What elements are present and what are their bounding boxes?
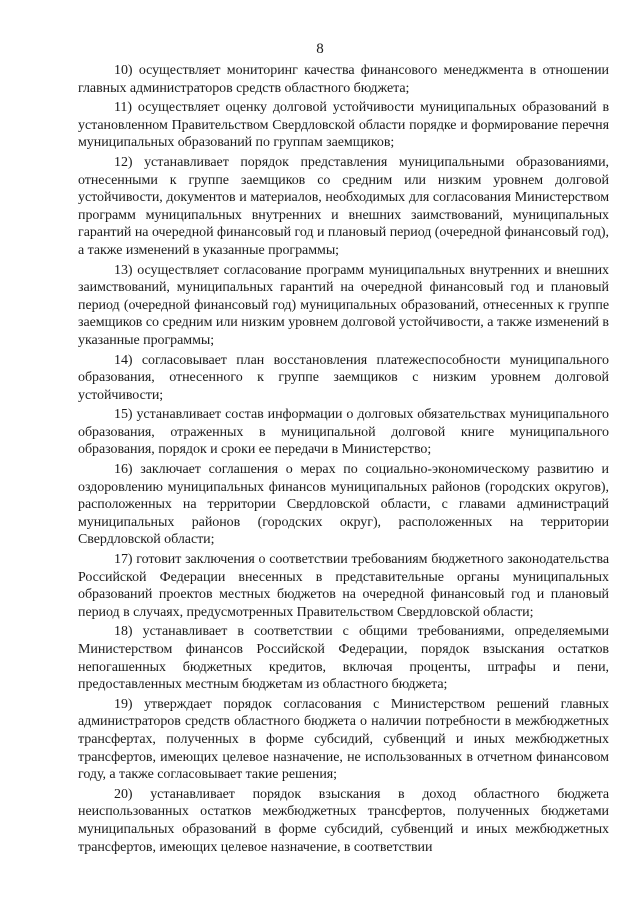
paragraph-item-18: 18) устанавливает в соответствии с общими требованиями, определяемыми Министерством финансов Российской Федерации, порядок взыскания остатков непогашенных бюджетных кредитов, включая проценты, штрафы и пени, предоставленных местным бюджетам из областного бюджета;: [78, 624, 609, 693]
paragraph-item-11: 11) осуществляет оценку долговой устойчивости муниципальных образований в установленном Правительством Свердловской области порядке и формирование перечня муниципальных образований по группам заемщиков;: [78, 100, 609, 151]
paragraph-item-13: 13) осуществляет согласование программ муниципальных внутренних и внешних заимствований, муниципальных гарантий на очередной финансовый год и плановый период (очередной финансовый год) муниципальных образований, отнесенных к группе заемщиков со средним или низким уровнем долговой устойчивости, а также изменений в указанные программы;: [78, 262, 609, 348]
page-number: 8: [316, 41, 324, 57]
document-body: [78, 62, 609, 858]
paragraph-item-12: 12) устанавливает порядок представления муниципальными образованиями, отнесенными к группе заемщиков со средним или низким уровнем долговой устойчивости, документов и материалов, необходимых для согласования Министерством программ муниципальных внутренних и внешних заимствований, муниципальных гарантий на очередной финансовый год и плановый период (очередной финансовый год), а также изменений в указанные программы;: [78, 154, 609, 258]
paragraph-item-10: 10) осуществляет мониторинг качества финансового менеджмента в отношении главных администраторов средств областного бюджета;: [78, 63, 609, 96]
paragraph-item-17: 17) готовит заключения о соответствии требованиям бюджетного законодательства Российской Федерации внесенных в представительные органы муниципальных образований проектов местных бюджетов на очередной финансовый год и плановый период в случаях, предусмотренных Правительством Свердловской области;: [78, 552, 609, 620]
paragraph-item-19: 19) утверждает порядок согласования с Министерством решений главных администраторов средств областного бюджета о наличии потребности в межбюджетных трансфертах, полученных в форме субсидий, субвенций и иных межбюджетных трансфертов, имеющих целевое назначение, не использованных в отчетном финансовом году, а также согласовывает такие решения;: [78, 696, 609, 783]
paragraph-item-15: 15) устанавливает состав информации о долговых обязательствах муниципального образования, отраженных в муниципальной долговой книге муниципального образования, порядок и сроки ее передачи в Министерство;: [78, 407, 609, 458]
paragraph-item-16: 16) заключает соглашения о мерах по социально-экономическому развитию и оздоровлению муниципальных финансов муниципальных районов (городских округов), расположенных на территории Свердловской области, с главами администраций муниципальных районов (городских округ), расположенных на территории Свердловской области;: [78, 462, 609, 548]
paragraph-item-14: 14) согласовывает план восстановления платежеспособности муниципального образования, отнесенного к группе заемщиков с низким уровнем долговой устойчивости;: [78, 352, 609, 403]
paragraph-item-20: 20) устанавливает порядок взыскания в доход областного бюджета неиспользованных остатков межбюджетных трансфертов, полученных бюджетами муниципальных образований в форме субсидий, субвенций и иных межбюджетных трансфертов, имеющих целевое назначение, в соответствии: [78, 786, 609, 855]
